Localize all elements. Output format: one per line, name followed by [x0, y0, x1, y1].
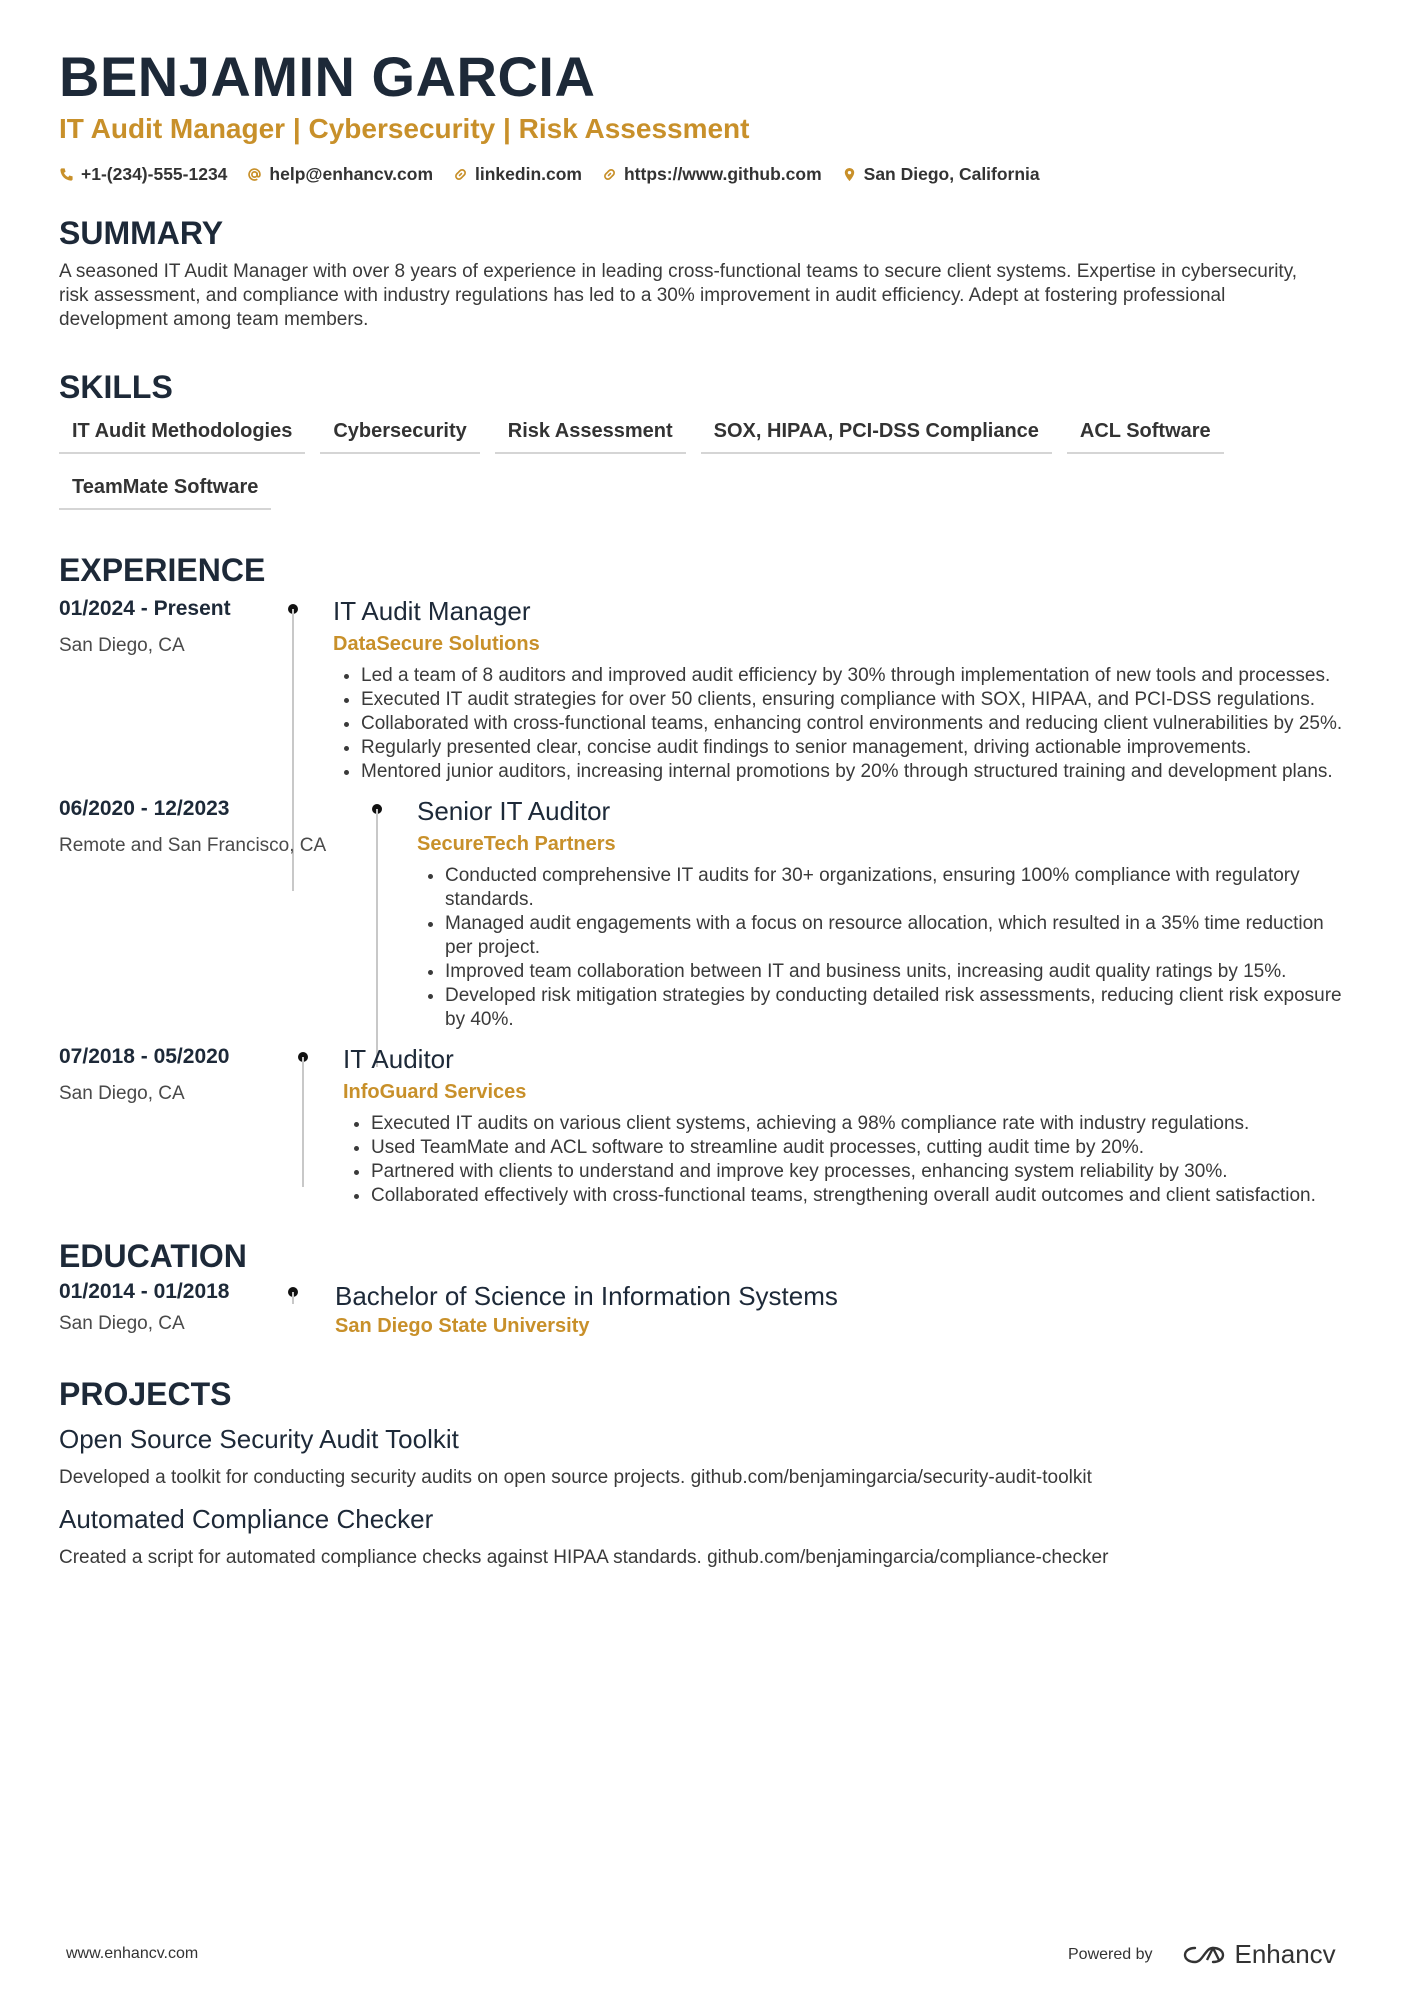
- project-title: Automated Compliance Checker: [59, 1504, 434, 1534]
- projects-section: [59, 1374, 1351, 1570]
- job-bullet: • Executed IT audits on various client systems, achieving a 98% compliance rate with industry regulations.: [371, 1112, 1351, 1136]
- contact-email[interactable]: [247, 164, 433, 185]
- job-details: [417, 796, 1351, 1032]
- job-company: DataSecure Solutions: [333, 633, 540, 655]
- job-bullet: • Led a team of 8 auditors and improved audit efficiency by 30% through implementation of new tools and processes.: [361, 664, 1351, 688]
- summary-section: [59, 213, 1351, 332]
- job-entry: [59, 1044, 1351, 1208]
- job-location: San Diego, CA: [59, 1083, 185, 1104]
- contact-linkedin-text: linkedin.com: [475, 164, 582, 184]
- job-timeline: [303, 1044, 343, 1208]
- education-date: 01/2014 - 01/2018: [59, 1280, 230, 1303]
- location-pin-icon: [842, 167, 857, 182]
- job-timeline: [377, 796, 417, 1032]
- job-location: Remote and San Francisco, CA: [59, 835, 327, 856]
- phone-icon: [59, 167, 74, 182]
- job-bullet: • Partnered with clients to understand and improve key processes, enhancing system reliability by 30%.: [371, 1160, 1351, 1184]
- skills-heading: SKILLS: [59, 369, 173, 405]
- education-entry: [59, 1279, 1351, 1338]
- powered-by-label: Powered by: [1068, 1945, 1153, 1963]
- skill-tag: Cybersecurity: [320, 418, 479, 454]
- project-description: Developed a toolkit for conducting security audits on open source projects. github.com/benjamingarcia/security-audit-toolkit: [59, 1467, 1092, 1488]
- job-bullet: • Conducted comprehensive IT audits for 30+ organizations, ensuring 100% compliance with regulatory standards.: [445, 864, 1351, 912]
- footer-branding: [1068, 1939, 1336, 1970]
- job-meta: [59, 796, 377, 1032]
- skills-section: [59, 367, 1351, 510]
- job-title: IT Auditor: [343, 1044, 454, 1074]
- timeline-line: [302, 1057, 304, 1187]
- job-bullets: [343, 1112, 1351, 1208]
- job-title: IT Audit Manager: [333, 596, 531, 626]
- job-meta: [59, 1044, 303, 1208]
- job-bullet: • Used TeamMate and ACL software to streamline audit processes, cutting audit time by 20%.: [371, 1136, 1351, 1160]
- education-meta: [59, 1279, 293, 1338]
- job-details: [333, 596, 1351, 784]
- job-bullet: • Collaborated with cross-functional teams, enhancing control environments and reducing client vulnerabilities by 25%.: [361, 712, 1351, 736]
- skill-tag: Risk Assessment: [495, 418, 686, 454]
- job-bullet: • Developed risk mitigation strategies by conducting detailed risk assessments, reducing client risk exposure by 40%.: [445, 984, 1351, 1032]
- contact-email-text: help@enhancv.com: [269, 164, 434, 184]
- job-details: [343, 1044, 1351, 1208]
- job-bullets: [417, 864, 1351, 1032]
- contact-phone-text: +1-(234)-555-1234: [81, 164, 228, 184]
- candidate-name: BENJAMIN GARCIA: [59, 45, 596, 108]
- skill-tag: IT Audit Methodologies: [59, 418, 305, 454]
- project-entry: [59, 1504, 1351, 1570]
- experience-heading: EXPERIENCE: [59, 552, 266, 588]
- job-bullet: • Managed audit engagements with a focus on resource allocation, which resulted in a 35% time reduction per project.: [445, 912, 1351, 960]
- timeline-line: [292, 1292, 294, 1304]
- brand-name: Enhancv: [1234, 1939, 1336, 1969]
- job-entry: [59, 596, 1351, 784]
- link-icon: [602, 167, 617, 182]
- job-location: San Diego, CA: [59, 635, 185, 656]
- job-bullet: • Improved team collaboration between IT and business units, increasing audit quality ratings by 15%.: [445, 960, 1351, 984]
- skill-list: [59, 418, 1309, 510]
- skill-tag: TeamMate Software: [59, 474, 271, 510]
- at-icon: [247, 167, 262, 182]
- job-date: 01/2024 - Present: [59, 597, 231, 620]
- job-timeline: [293, 596, 333, 784]
- contact-github[interactable]: [602, 164, 822, 185]
- contact-phone[interactable]: [59, 164, 227, 185]
- job-bullet: • Executed IT audit strategies for over 50 clients, ensuring compliance with SOX, HIPAA, and PCI-DSS regulations.: [361, 688, 1351, 712]
- skill-tag: SOX, HIPAA, PCI-DSS Compliance: [701, 418, 1052, 454]
- education-timeline: [293, 1279, 335, 1338]
- job-company: SecureTech Partners: [417, 833, 616, 855]
- project-title: Open Source Security Audit Toolkit: [59, 1424, 459, 1454]
- education-details: [335, 1279, 1351, 1338]
- education-heading: EDUCATION: [59, 1238, 247, 1274]
- enhancv-logo-icon: [1181, 1943, 1227, 1967]
- job-meta: [59, 596, 293, 784]
- contact-github-text: https://www.github.com: [623, 164, 822, 184]
- job-company: InfoGuard Services: [343, 1081, 527, 1103]
- projects-heading: PROJECTS: [59, 1376, 232, 1412]
- resume-header: [59, 44, 1351, 185]
- skill-tag: ACL Software: [1067, 418, 1224, 454]
- contact-location: [842, 164, 1040, 185]
- summary-text: A seasoned IT Audit Manager with over 8 years of experience in leading cross-functional teams to secure client systems. Expertise in cybersecurity, risk assessment, and compliance with industry regulations has led to a 30% improvement in audit efficiency. Adept at fostering professional development among team members.: [59, 261, 1298, 330]
- contact-bar: [59, 164, 1351, 185]
- contact-location-text: San Diego, California: [863, 164, 1040, 184]
- job-bullet: • Regularly presented clear, concise audit findings to senior management, driving actionable improvements.: [361, 736, 1351, 760]
- link-icon: [453, 167, 468, 182]
- job-entry: [59, 796, 1351, 1032]
- job-bullet: • Mentored junior auditors, increasing internal promotions by 20% through structured training and development plans.: [361, 760, 1351, 784]
- education-location: San Diego, CA: [59, 1313, 185, 1334]
- enhancv-logo[interactable]: [1181, 1939, 1336, 1970]
- job-title: Senior IT Auditor: [417, 796, 611, 826]
- contact-linkedin[interactable]: [453, 164, 582, 185]
- job-date: 07/2018 - 05/2020: [59, 1045, 230, 1068]
- education-degree: Bachelor of Science in Information Systems: [335, 1281, 838, 1311]
- timeline-line: [376, 809, 378, 1067]
- resume-page: [59, 44, 1351, 1570]
- summary-heading: SUMMARY: [59, 215, 224, 251]
- job-date: 06/2020 - 12/2023: [59, 797, 230, 820]
- project-description: Created a script for automated compliance checks against HIPAA standards. github.com/benjamingarcia/compliance-checker: [59, 1547, 1109, 1568]
- footer-website[interactable]: www.enhancv.com: [66, 1945, 199, 1962]
- job-bullet: • Collaborated effectively with cross-functional teams, strengthening overall audit outcomes and client satisfaction.: [371, 1184, 1351, 1208]
- experience-section: [59, 550, 1351, 1208]
- education-school: San Diego State University: [335, 1315, 590, 1337]
- candidate-tagline: IT Audit Manager | Cybersecurity | Risk Assessment: [59, 113, 750, 144]
- project-entry: [59, 1424, 1351, 1490]
- job-bullets: [333, 664, 1351, 784]
- education-section: [59, 1236, 1351, 1338]
